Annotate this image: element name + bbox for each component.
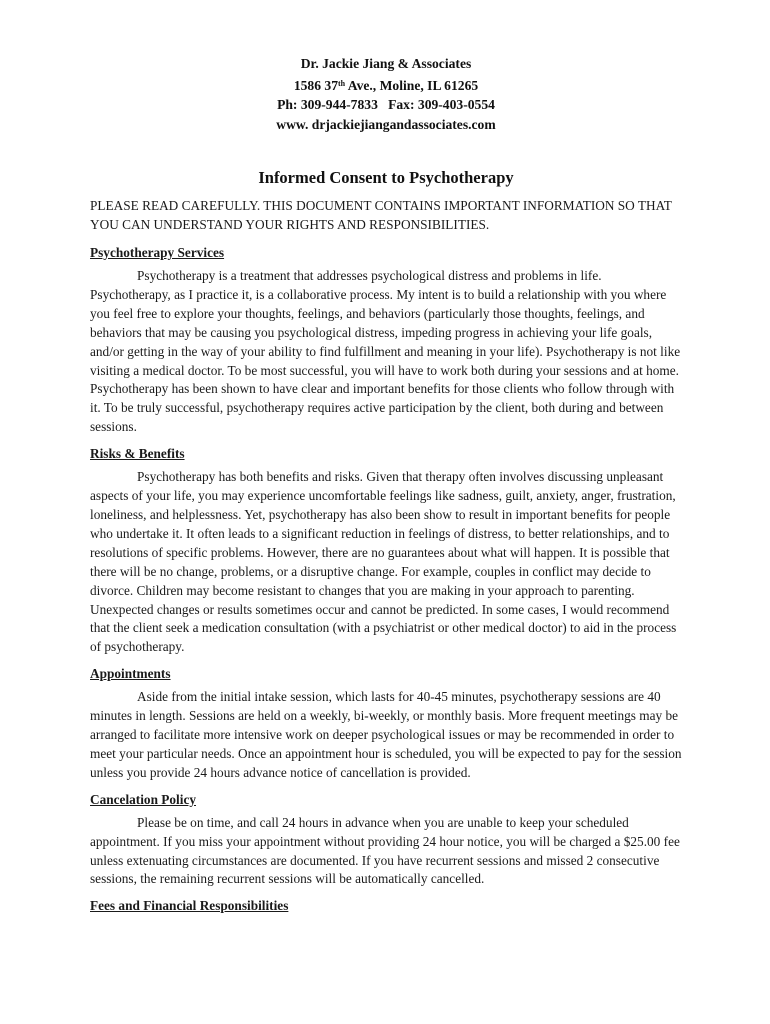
document-title: Informed Consent to Psychotherapy xyxy=(258,168,514,187)
practice-name: Dr. Jackie Jiang & Associates xyxy=(300,56,472,71)
document-intro: PLEASE READ CAREFULLY. THIS DOCUMENT CONTAINS IMPORTANT INFORMATION SO THAT YOU CAN UNDERSTAND YOUR RIGHTS AND RESPONSIBILITIES. xyxy=(90,198,672,232)
section-fees xyxy=(90,896,682,915)
section-heading: Psychotherapy Services xyxy=(90,245,225,260)
letterhead xyxy=(90,54,682,134)
practice-website: www. drjackiejiangandassociates.com xyxy=(276,116,496,132)
section-cancelation-policy xyxy=(90,790,682,890)
section-body: Psychotherapy is a treatment that addresses psychological distress and problems in life. Psychotherapy, as I practice it, is a collaborative process. My intent is to build a relationship with you where you feel free to explore your thoughts, feelings, and behaviors (particularly those thoughts, feelings, and behaviors that may be causing you psychological distress, impeding progress in achieving your life goals, and/or getting in the way of your ability to find fulfillment and meaning in your life). Psychotherapy is not like visiting a medical doctor. To be most successful, you will have to work both during your sessions and at home. Psychotherapy has been shown to have clear and important benefits for those clients who follow through with it. To be truly successful, psychotherapy requires active participation by the client, both during and between sessions. xyxy=(90,268,681,435)
section-body: Please be on time, and call 24 hours in advance when you are unable to keep your scheduled appointment. If you miss your appointment without providing 24 hour notice, you will be charged a $25.00 fee unless extenuating circumstances are documented. If you have recurrent sessions and missed 2 consecutive sessions, the remaining recurrent sessions will be automatically cancelled. xyxy=(90,814,680,887)
section-heading: Risks & Benefits xyxy=(90,446,185,462)
section-heading: Appointments xyxy=(90,666,171,682)
section-body: Aside from the initial intake session, which lasts for 40-45 minutes, psychotherapy sessions are 40 minutes in length. Sessions are held on a weekly, bi-weekly, or monthly basis. More frequent meetings may be arranged to facilitate more intensive work on deeper psychological issues or may be recommended in order to meet your particular needs. Once an appointment hour is scheduled, you will be expected to pay for the session unless you provide 24 hours advance notice of cancellation is provided. xyxy=(90,689,682,780)
section-heading: Cancelation Policy xyxy=(90,791,196,807)
address-rest: Ave., Moline, IL 61265 xyxy=(345,77,479,93)
section-psychotherapy-services xyxy=(90,243,682,437)
practice-phone-fax: Ph: 309-944-7833 Fax: 309-403-0554 xyxy=(277,97,495,112)
section-body: Psychotherapy has both benefits and risks. Given that therapy often involves discussing unpleasant aspects of your life, you may experience uncomfortable feelings like sadness, guilt, anxiety, anger, frustration, loneliness, and helplessness. Yet, psychotherapy has also been show to result in important benefits for people who undertake it. It often leads to a significant reduction in feelings of distress, to better relationships, and to resolutions of specific problems. However, there are no guarantees about what will happen. It is possible that there will be no change, problems, or a disruptive change. For example, couples in conflict may decide to divorce. Children may become resistant to changes that you are making in your approach to parenting. Unexpected changes or results sometimes occur and cannot be predicted. In some cases, I would recommend that the client seek a medication consultation (with a psychiatrist or other medical doctor) to aid in the process of psychotherapy. xyxy=(90,469,677,655)
address-suffix: th xyxy=(338,78,346,88)
practice-address xyxy=(90,74,682,96)
section-risks-benefits xyxy=(90,444,682,657)
section-appointments xyxy=(90,664,682,783)
address-number: 1586 37 xyxy=(293,77,338,93)
section-heading: Fees and Financial Responsibilities xyxy=(90,898,289,914)
